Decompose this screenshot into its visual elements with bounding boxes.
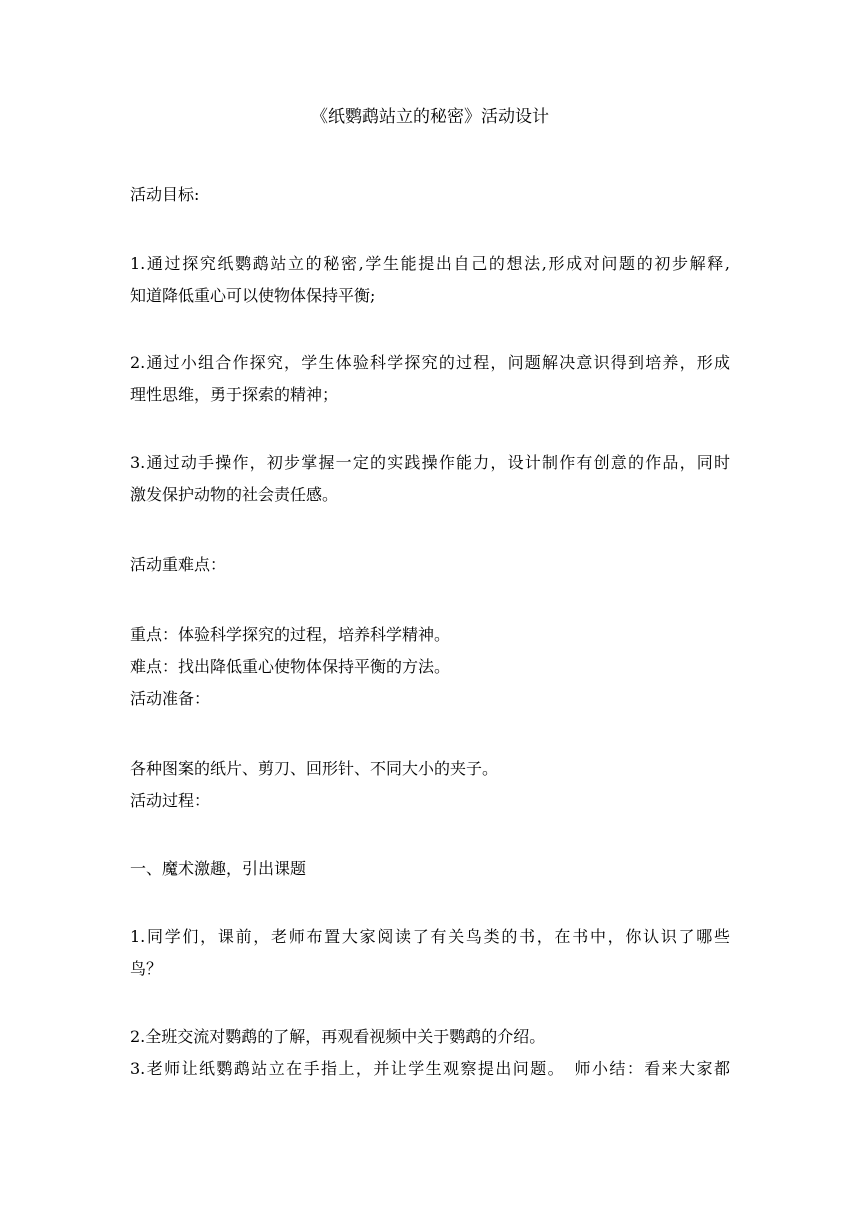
paragraph-line: 重点：体验科学探究的过程，培养科学精神。 xyxy=(130,625,451,644)
paragraph-line: 理性思维，勇于探索的精神； xyxy=(130,385,339,404)
paragraph-line: 鸟？ xyxy=(130,959,163,978)
paragraph-line: 1.通过探究纸鹦鹉站立的秘密,学生能提出自己的想法,形成对问题的初步解释, xyxy=(130,254,730,273)
paragraph-line: 激发保护动物的社会责任感。 xyxy=(130,485,339,504)
paragraph-line: 3.通过动手操作，初步掌握一定的实践操作能力，设计制作有创意的作品，同时 xyxy=(130,453,730,472)
paragraph-line: 各种图案的纸片、剪刀、回形针、不同大小的夹子。 xyxy=(130,759,499,778)
paragraph-line: 难点：找出降低重心使物体保持平衡的方法。 xyxy=(130,657,451,676)
section-heading-preparation: 活动准备： xyxy=(130,689,211,708)
document-title: 《纸鹦鹉站立的秘密》活动设计 xyxy=(311,107,549,127)
paragraph-line: 2.全班交流对鹦鹉的了解，再观看视频中关于鹦鹉的介绍。 xyxy=(130,1027,546,1046)
paragraph-line: 3.老师让纸鹦鹉站立在手指上，并让学生观察提出问题。 师小结：看来大家都 xyxy=(130,1059,730,1078)
subsection-heading: 一、魔术激趣，引出课题 xyxy=(130,859,307,878)
section-heading-process: 活动过程： xyxy=(130,791,211,810)
section-heading-key-points: 活动重难点： xyxy=(130,555,227,574)
paragraph-line: 1.同学们，课前，老师布置大家阅读了有关鸟类的书，在书中，你认识了哪些 xyxy=(130,927,730,946)
paragraph-line: 2.通过小组合作探究，学生体验科学探究的过程，问题解决意识得到培养，形成 xyxy=(130,353,730,372)
section-heading-objectives: 活动目标: xyxy=(130,185,200,204)
paragraph-line: 知道降低重心可以使物体保持平衡; xyxy=(130,286,376,305)
